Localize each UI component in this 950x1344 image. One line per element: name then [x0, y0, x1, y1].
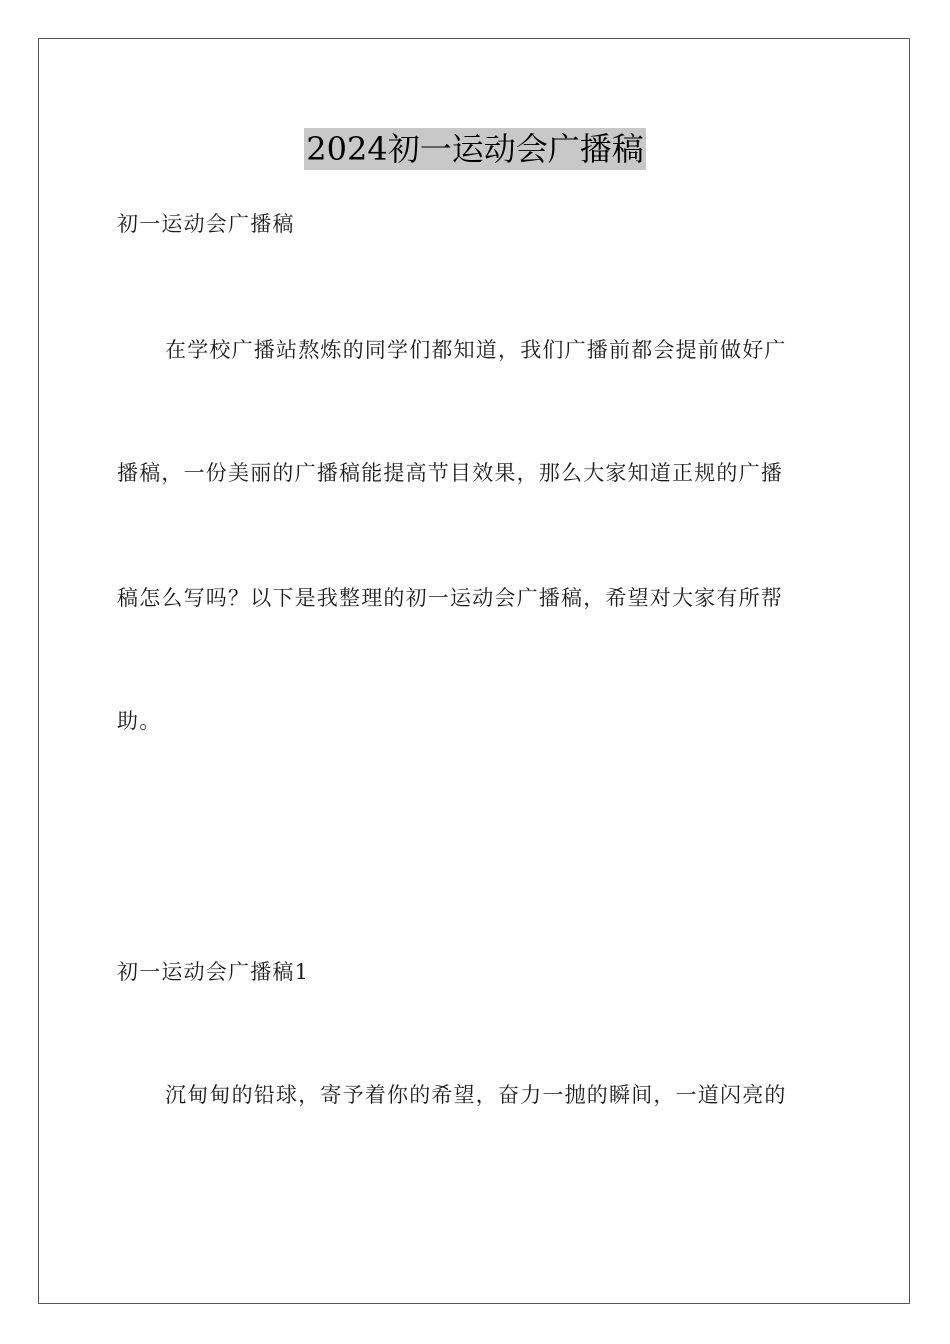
- paragraph-line: 播稿，一份美丽的广播稿能提高节目效果，那么大家知道正规的广播: [117, 461, 783, 485]
- paragraph-line: 沉甸甸的铅球，寄予着你的希望，奋力一抛的瞬间，一道闪亮的: [165, 1083, 787, 1107]
- paragraph-line: 在学校广播站熬炼的同学们都知道，我们广播前都会提前做好广: [165, 338, 787, 362]
- section-heading: 初一运动会广播稿1: [117, 960, 310, 984]
- paragraph-line: 稿怎么写吗？以下是我整理的初一运动会广播稿，希望对大家有所帮: [117, 586, 783, 610]
- document-subtitle: 初一运动会广播稿: [117, 212, 295, 236]
- paragraph-line: 助。: [117, 709, 162, 733]
- title-container: [0, 128, 950, 170]
- document-title: 2024初一运动会广播稿: [306, 130, 644, 168]
